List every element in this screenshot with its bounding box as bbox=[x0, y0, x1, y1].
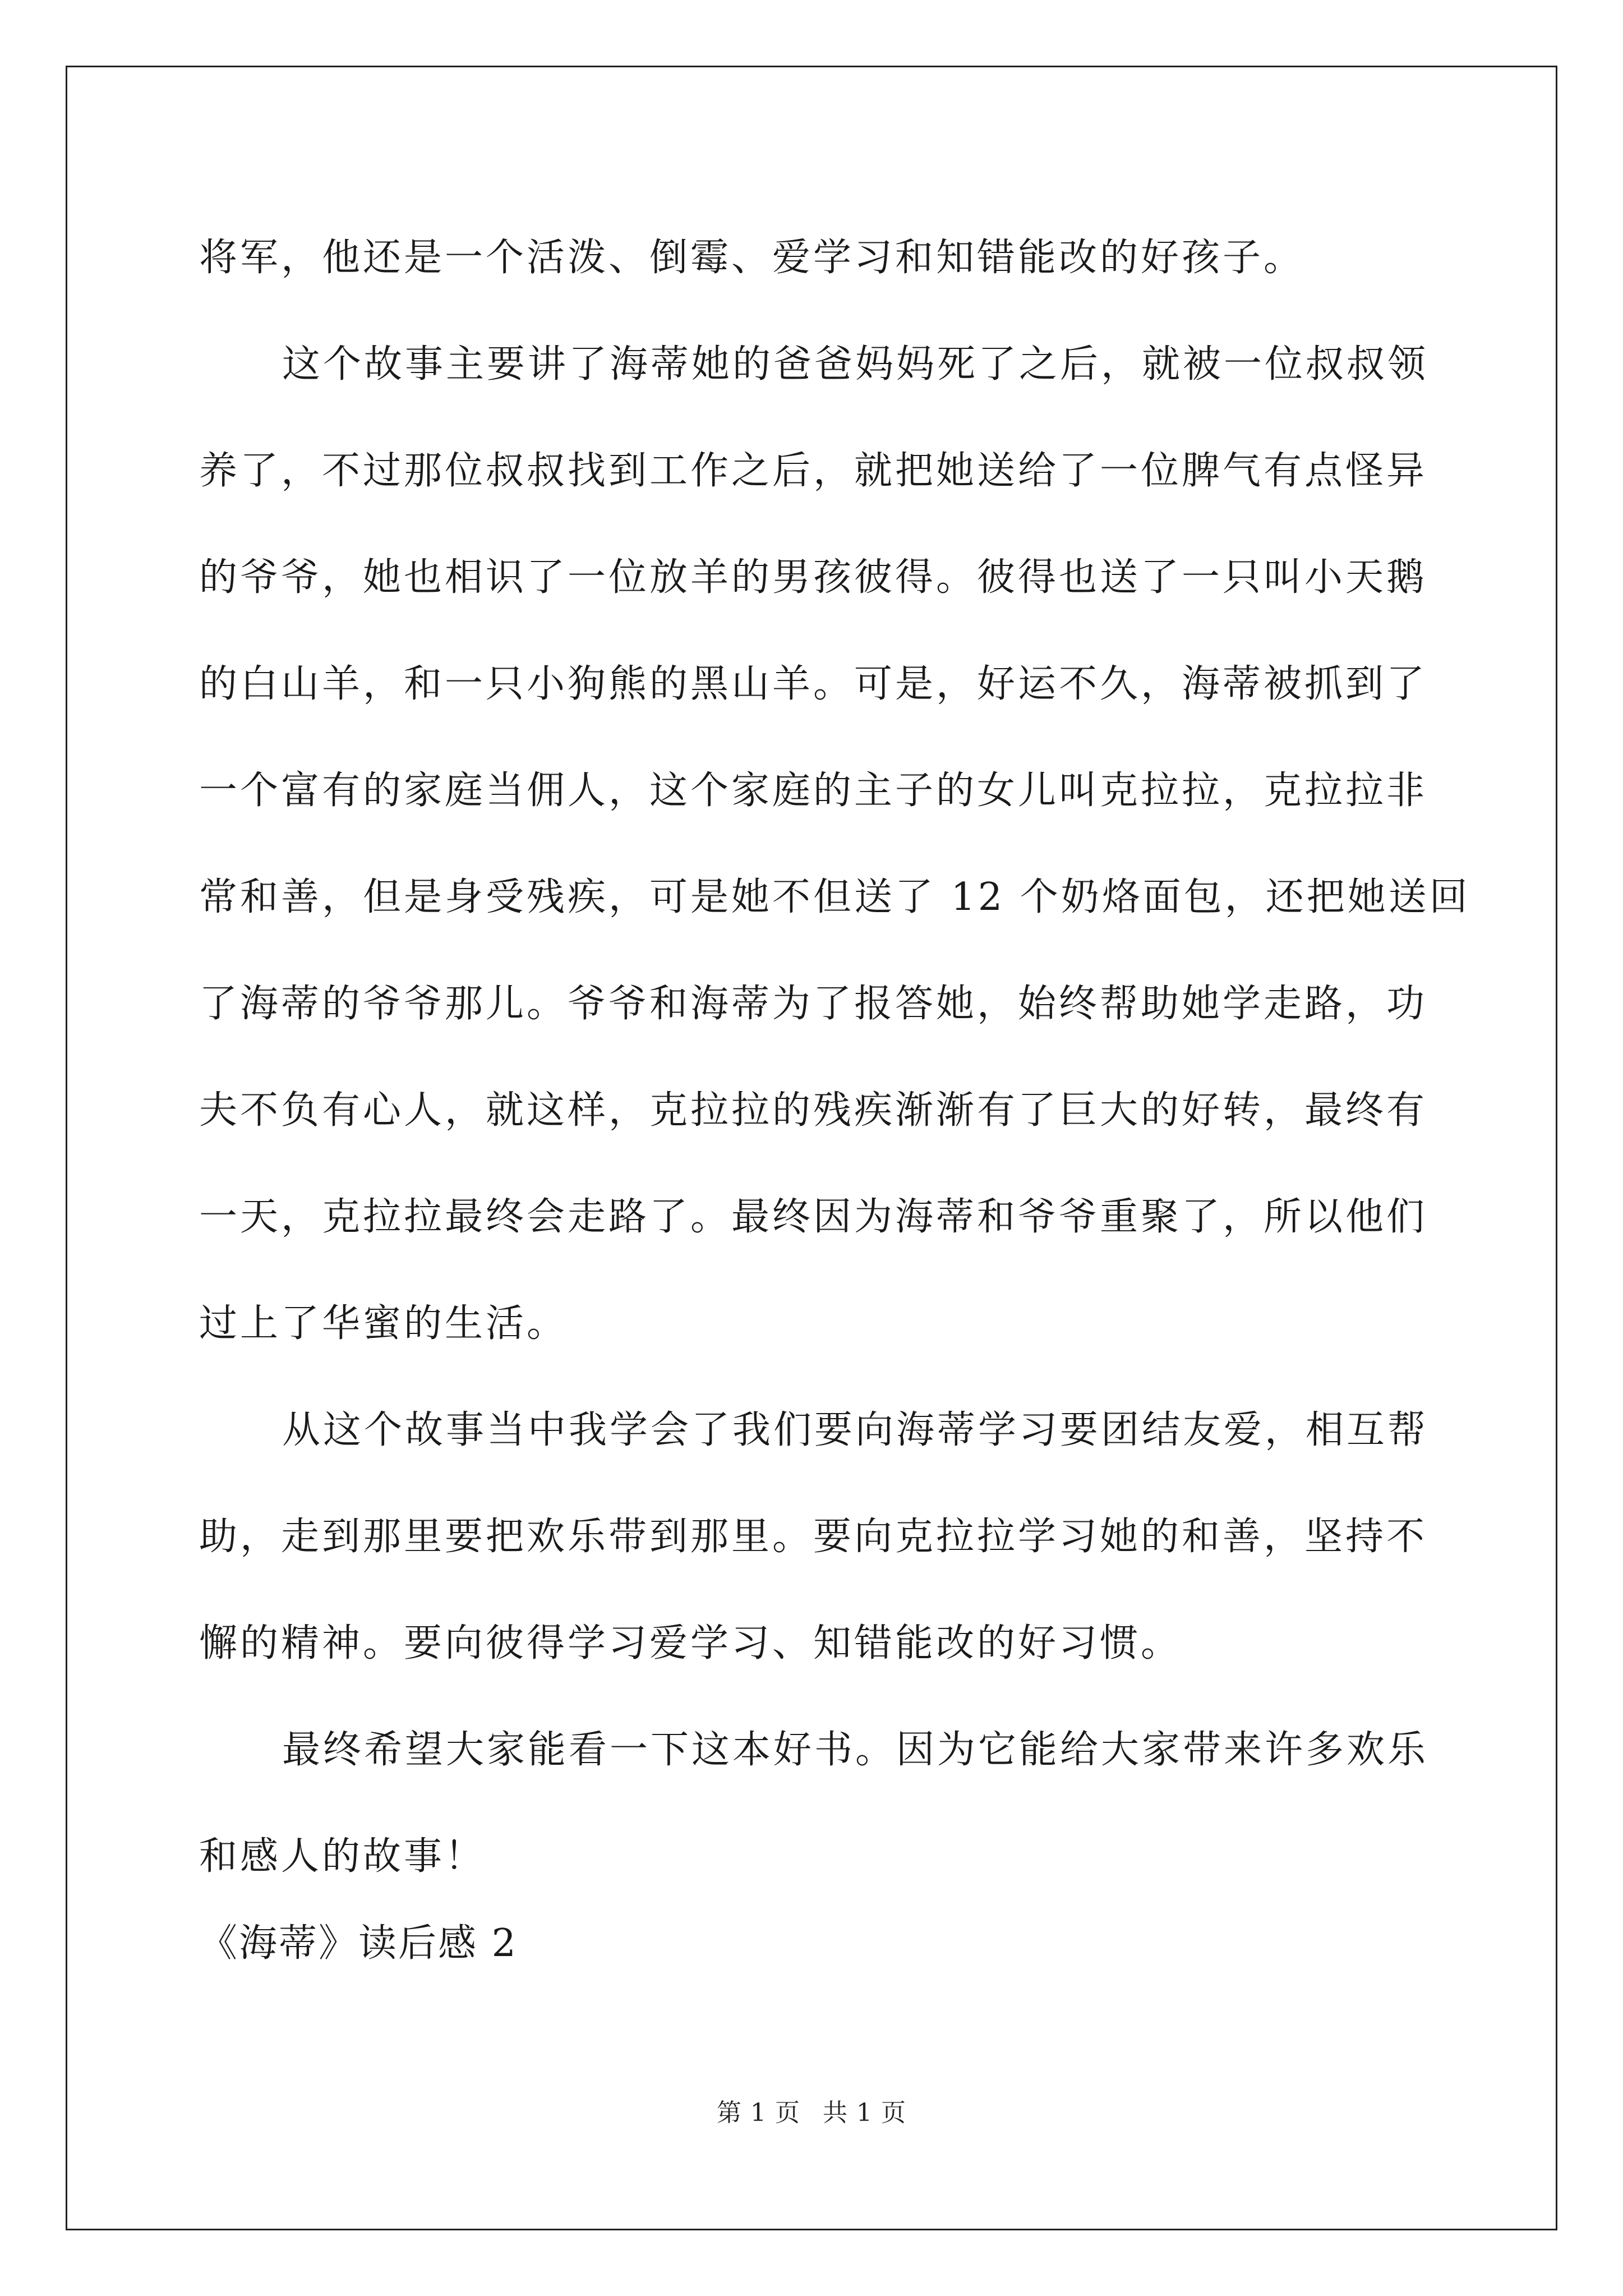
paragraph-line: 了海蒂的爷爷那儿。爷爷和海蒂为了报答她，始终帮助她学走路，功 bbox=[199, 982, 1428, 1026]
paragraph-line: 和感人的故事！ bbox=[199, 1834, 486, 1879]
page-number: 第 1 页 bbox=[717, 2099, 800, 2127]
paragraph-line: 夫不负有心人，就这样，克拉拉的残疾渐渐有了巨大的好转，最终有 bbox=[199, 1088, 1428, 1133]
paragraph-line: 常和善，但是身受残疾，可是她不但送了 12 个奶烙面包，还把她送回 bbox=[199, 875, 1470, 919]
paragraph-line: 将军，他还是一个活泼、倒霉、爱学习和知错能改的好孩子。 bbox=[199, 236, 1305, 280]
paragraph-line: 助，走到那里要把欢乐带到那里。要向克拉拉学习她的和善，坚持不 bbox=[199, 1515, 1428, 1559]
paragraph-line: 的白山羊，和一只小狗熊的黑山羊。可是，好运不久，海蒂被抓到了 bbox=[199, 662, 1428, 706]
document-body bbox=[199, 205, 1470, 1989]
paragraph-line: 一天，克拉拉最终会走路了。最终因为海蒂和爷爷重聚了，所以他们 bbox=[199, 1195, 1428, 1239]
paragraph-line: 最终希望大家能看一下这本好书。因为它能给大家带来许多欢乐 bbox=[282, 1728, 1429, 1772]
page-footer bbox=[0, 2092, 1623, 2128]
paragraph-line: 的爷爷，她也相识了一位放羊的男孩彼得。彼得也送了一只叫小天鹅 bbox=[199, 555, 1428, 600]
page-total: 共 1 页 bbox=[823, 2099, 906, 2127]
section-heading: 《海蒂》读后感 2 bbox=[199, 1921, 518, 1966]
paragraph-line: 一个富有的家庭当佣人，这个家庭的主子的女儿叫克拉拉，克拉拉非 bbox=[199, 769, 1428, 813]
paragraph-line: 这个故事主要讲了海蒂她的爸爸妈妈死了之后，就被一位叔叔领 bbox=[282, 342, 1429, 386]
paragraph-line: 懈的精神。要向彼得学习爱学习、知错能改的好习惯。 bbox=[199, 1621, 1182, 1665]
paragraph-line: 从这个故事当中我学会了我们要向海蒂学习要团结友爱，相互帮 bbox=[282, 1408, 1429, 1452]
paragraph-line: 过上了华蜜的生活。 bbox=[199, 1301, 568, 1346]
paragraph-line: 养了，不过那位叔叔找到工作之后，就把她送给了一位脾气有点怪异 bbox=[199, 449, 1428, 493]
